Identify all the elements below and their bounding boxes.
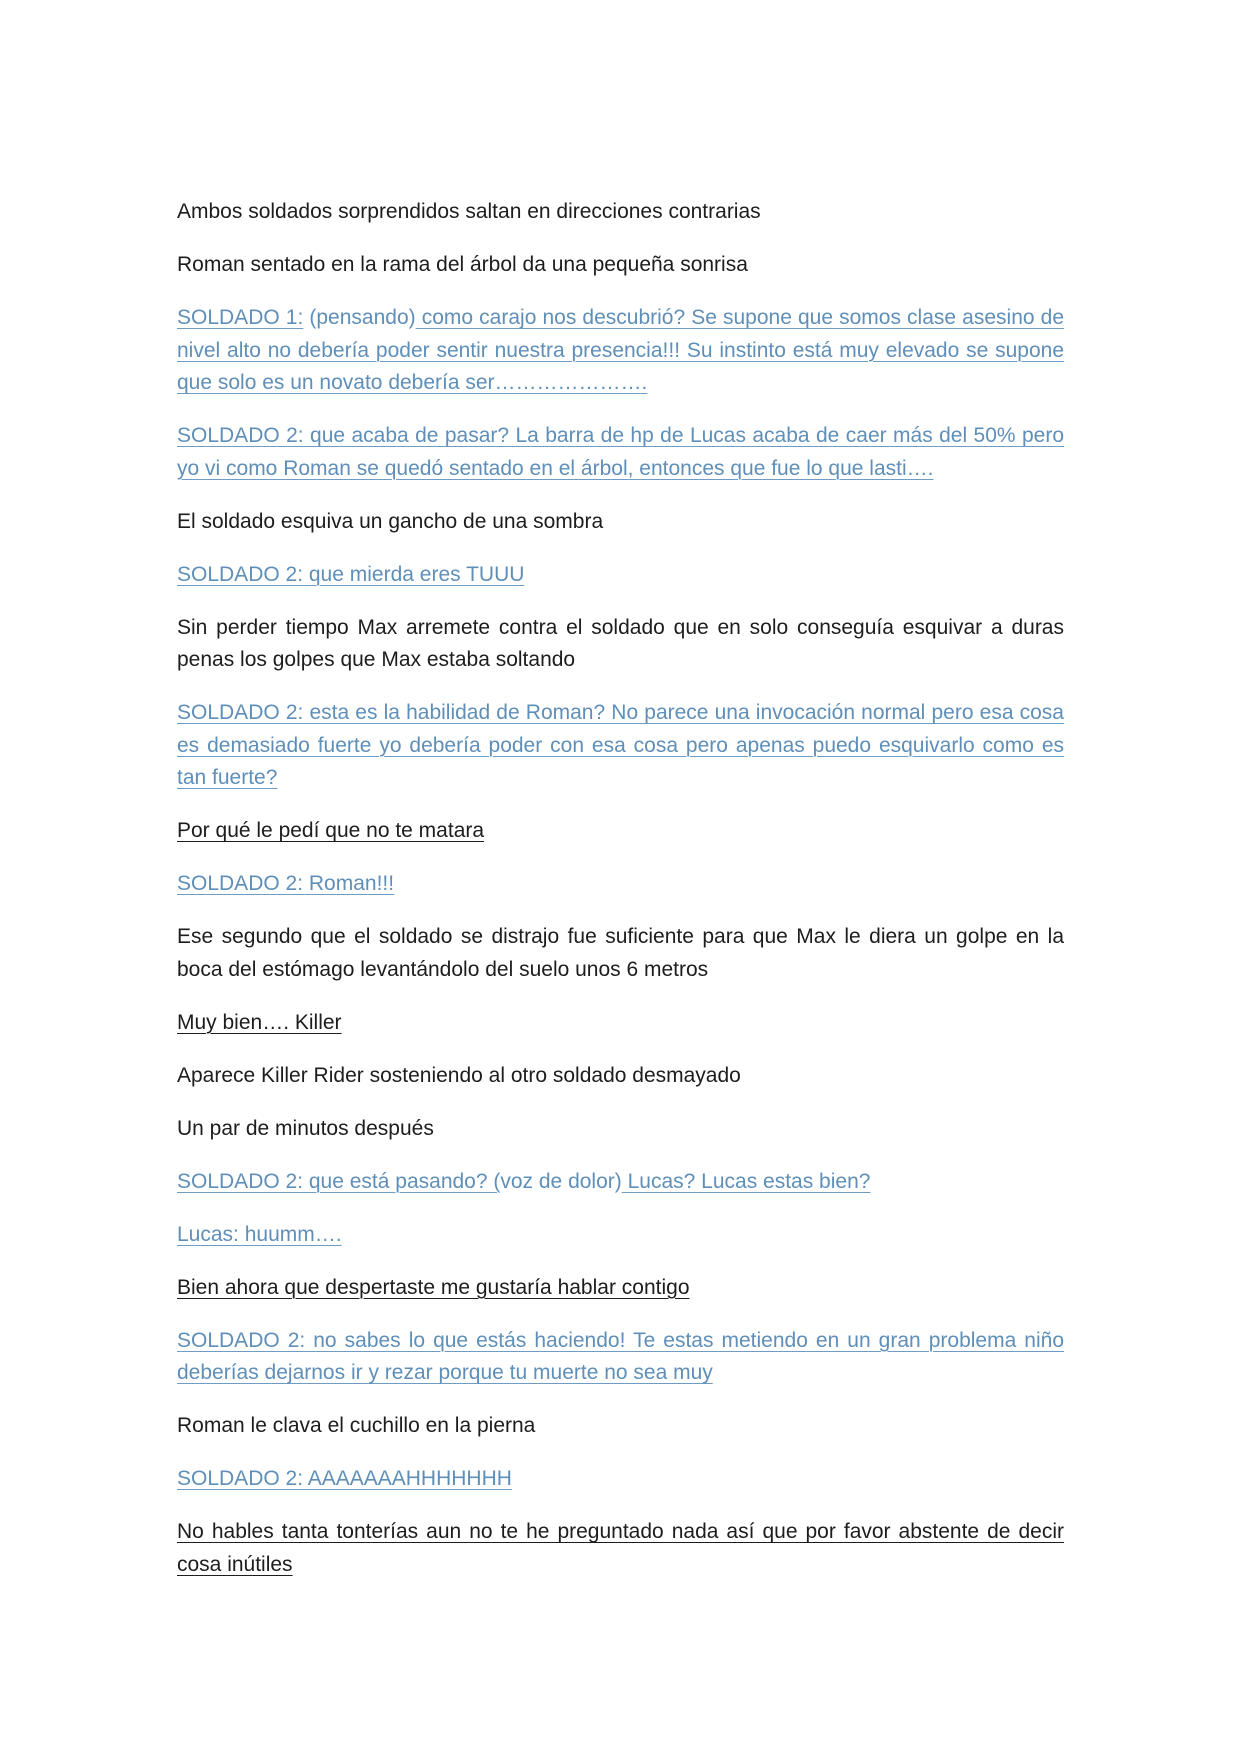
document-page xyxy=(177,196,1064,1602)
narration-paragraph xyxy=(177,1113,1064,1146)
narration-paragraph xyxy=(177,506,1064,539)
dialogue-text: Por qué le pedí que no te matara xyxy=(177,819,485,842)
narration-text: Ambos soldados sorprendidos saltan en direcciones contrarias xyxy=(177,200,761,223)
soldier-dialogue-paragraph xyxy=(177,697,1064,795)
dialogue-text: No hables tanta tonterías aun no te he preguntado nada así que por favor abstente de decir cosa inútiles xyxy=(177,1520,1064,1576)
soldier-dialogue-paragraph xyxy=(177,420,1064,485)
stage-direction: (pensando) xyxy=(303,306,416,329)
soldier-dialogue-paragraph xyxy=(177,302,1064,400)
narration-paragraph xyxy=(177,921,1064,986)
narration-text: Roman le clava el cuchillo en la pierna xyxy=(177,1414,536,1437)
narration-text: Aparece Killer Rider sosteniendo al otro soldado desmayado xyxy=(177,1063,741,1087)
dialogue-text: Lucas: huumm…. xyxy=(177,1222,342,1246)
narration-text: Sin perder tiempo Max arremete contra el soldado que en solo conseguía esquivar a duras penas los golpes que Max estaba soltando xyxy=(177,615,1064,671)
narration-paragraph xyxy=(177,1060,1064,1093)
soldier-dialogue-paragraph xyxy=(177,1463,1064,1496)
soldier-dialogue-paragraph xyxy=(177,1325,1064,1390)
narration-text: Un par de minutos después xyxy=(177,1116,434,1140)
dialogue-text: SOLDADO 2: esta es la habilidad de Roman? No parece una invocación normal pero esa cosa es demasiado fuerte yo debería poder con esa cosa pero apenas puedo esquivarlo como es tan fuerte? xyxy=(177,701,1064,789)
roman-dialogue-paragraph xyxy=(177,1272,1064,1305)
dialogue-text: SOLDADO 2: que está pasando? ( xyxy=(177,1169,501,1193)
soldier-dialogue-paragraph xyxy=(177,1166,1064,1199)
dialogue-text: como carajo nos descubrió? Se supone que somos clase asesino de nivel alto no debería poder sentir nuestra presencia!!! Su instinto está muy elevado se supone que solo es un novato debería ser…………………. xyxy=(177,306,1064,394)
speaker-label: SOLDADO 1: xyxy=(177,306,304,329)
narration-paragraph xyxy=(177,612,1064,677)
narration-text: Roman sentado en la rama del árbol da una pequeña sonrisa xyxy=(177,253,748,276)
roman-dialogue-paragraph xyxy=(177,1007,1064,1040)
dialogue-text: Muy bien…. Killer xyxy=(177,1010,342,1034)
stage-direction: voz de dolor) xyxy=(500,1169,622,1193)
dialogue-text: SOLDADO 2: Roman!!! xyxy=(177,872,395,895)
dialogue-text: SOLDADO 2: que acaba de pasar? La barra de hp de Lucas acaba de caer más del 50% pero yo vi como Roman se quedó sentado en el árbol, entonces que fue lo que lasti…. xyxy=(177,424,1064,480)
narration-text: El soldado esquiva un gancho de una sombra xyxy=(177,509,604,533)
dialogue-text: SOLDADO 2: no sabes lo que estás haciendo! Te estas metiendo en un gran problema niño deberías dejarnos ir y rezar porque tu muerte no sea muy xyxy=(177,1328,1064,1384)
narration-paragraph xyxy=(177,249,1064,282)
dialogue-text: Bien ahora que despertaste me gustaría hablar contigo xyxy=(177,1275,690,1299)
dialogue-text: SOLDADO 2: AAAAAAAHHHHHHH xyxy=(177,1467,512,1490)
soldier-dialogue-paragraph xyxy=(177,559,1064,592)
narration-text: Ese segundo que el soldado se distrajo fue suficiente para que Max le diera un golpe en la boca del estómago levantándolo del suelo unos 6 metros xyxy=(177,925,1064,981)
narration-paragraph xyxy=(177,196,1064,229)
narration-paragraph xyxy=(177,1410,1064,1443)
soldier-dialogue-paragraph xyxy=(177,868,1064,901)
dialogue-text: Lucas? Lucas estas bien? xyxy=(621,1169,871,1193)
roman-dialogue-paragraph xyxy=(177,815,1064,848)
roman-dialogue-paragraph xyxy=(177,1516,1064,1581)
dialogue-text: SOLDADO 2: que mierda eres TUUU xyxy=(177,562,525,586)
soldier-dialogue-paragraph xyxy=(177,1219,1064,1252)
